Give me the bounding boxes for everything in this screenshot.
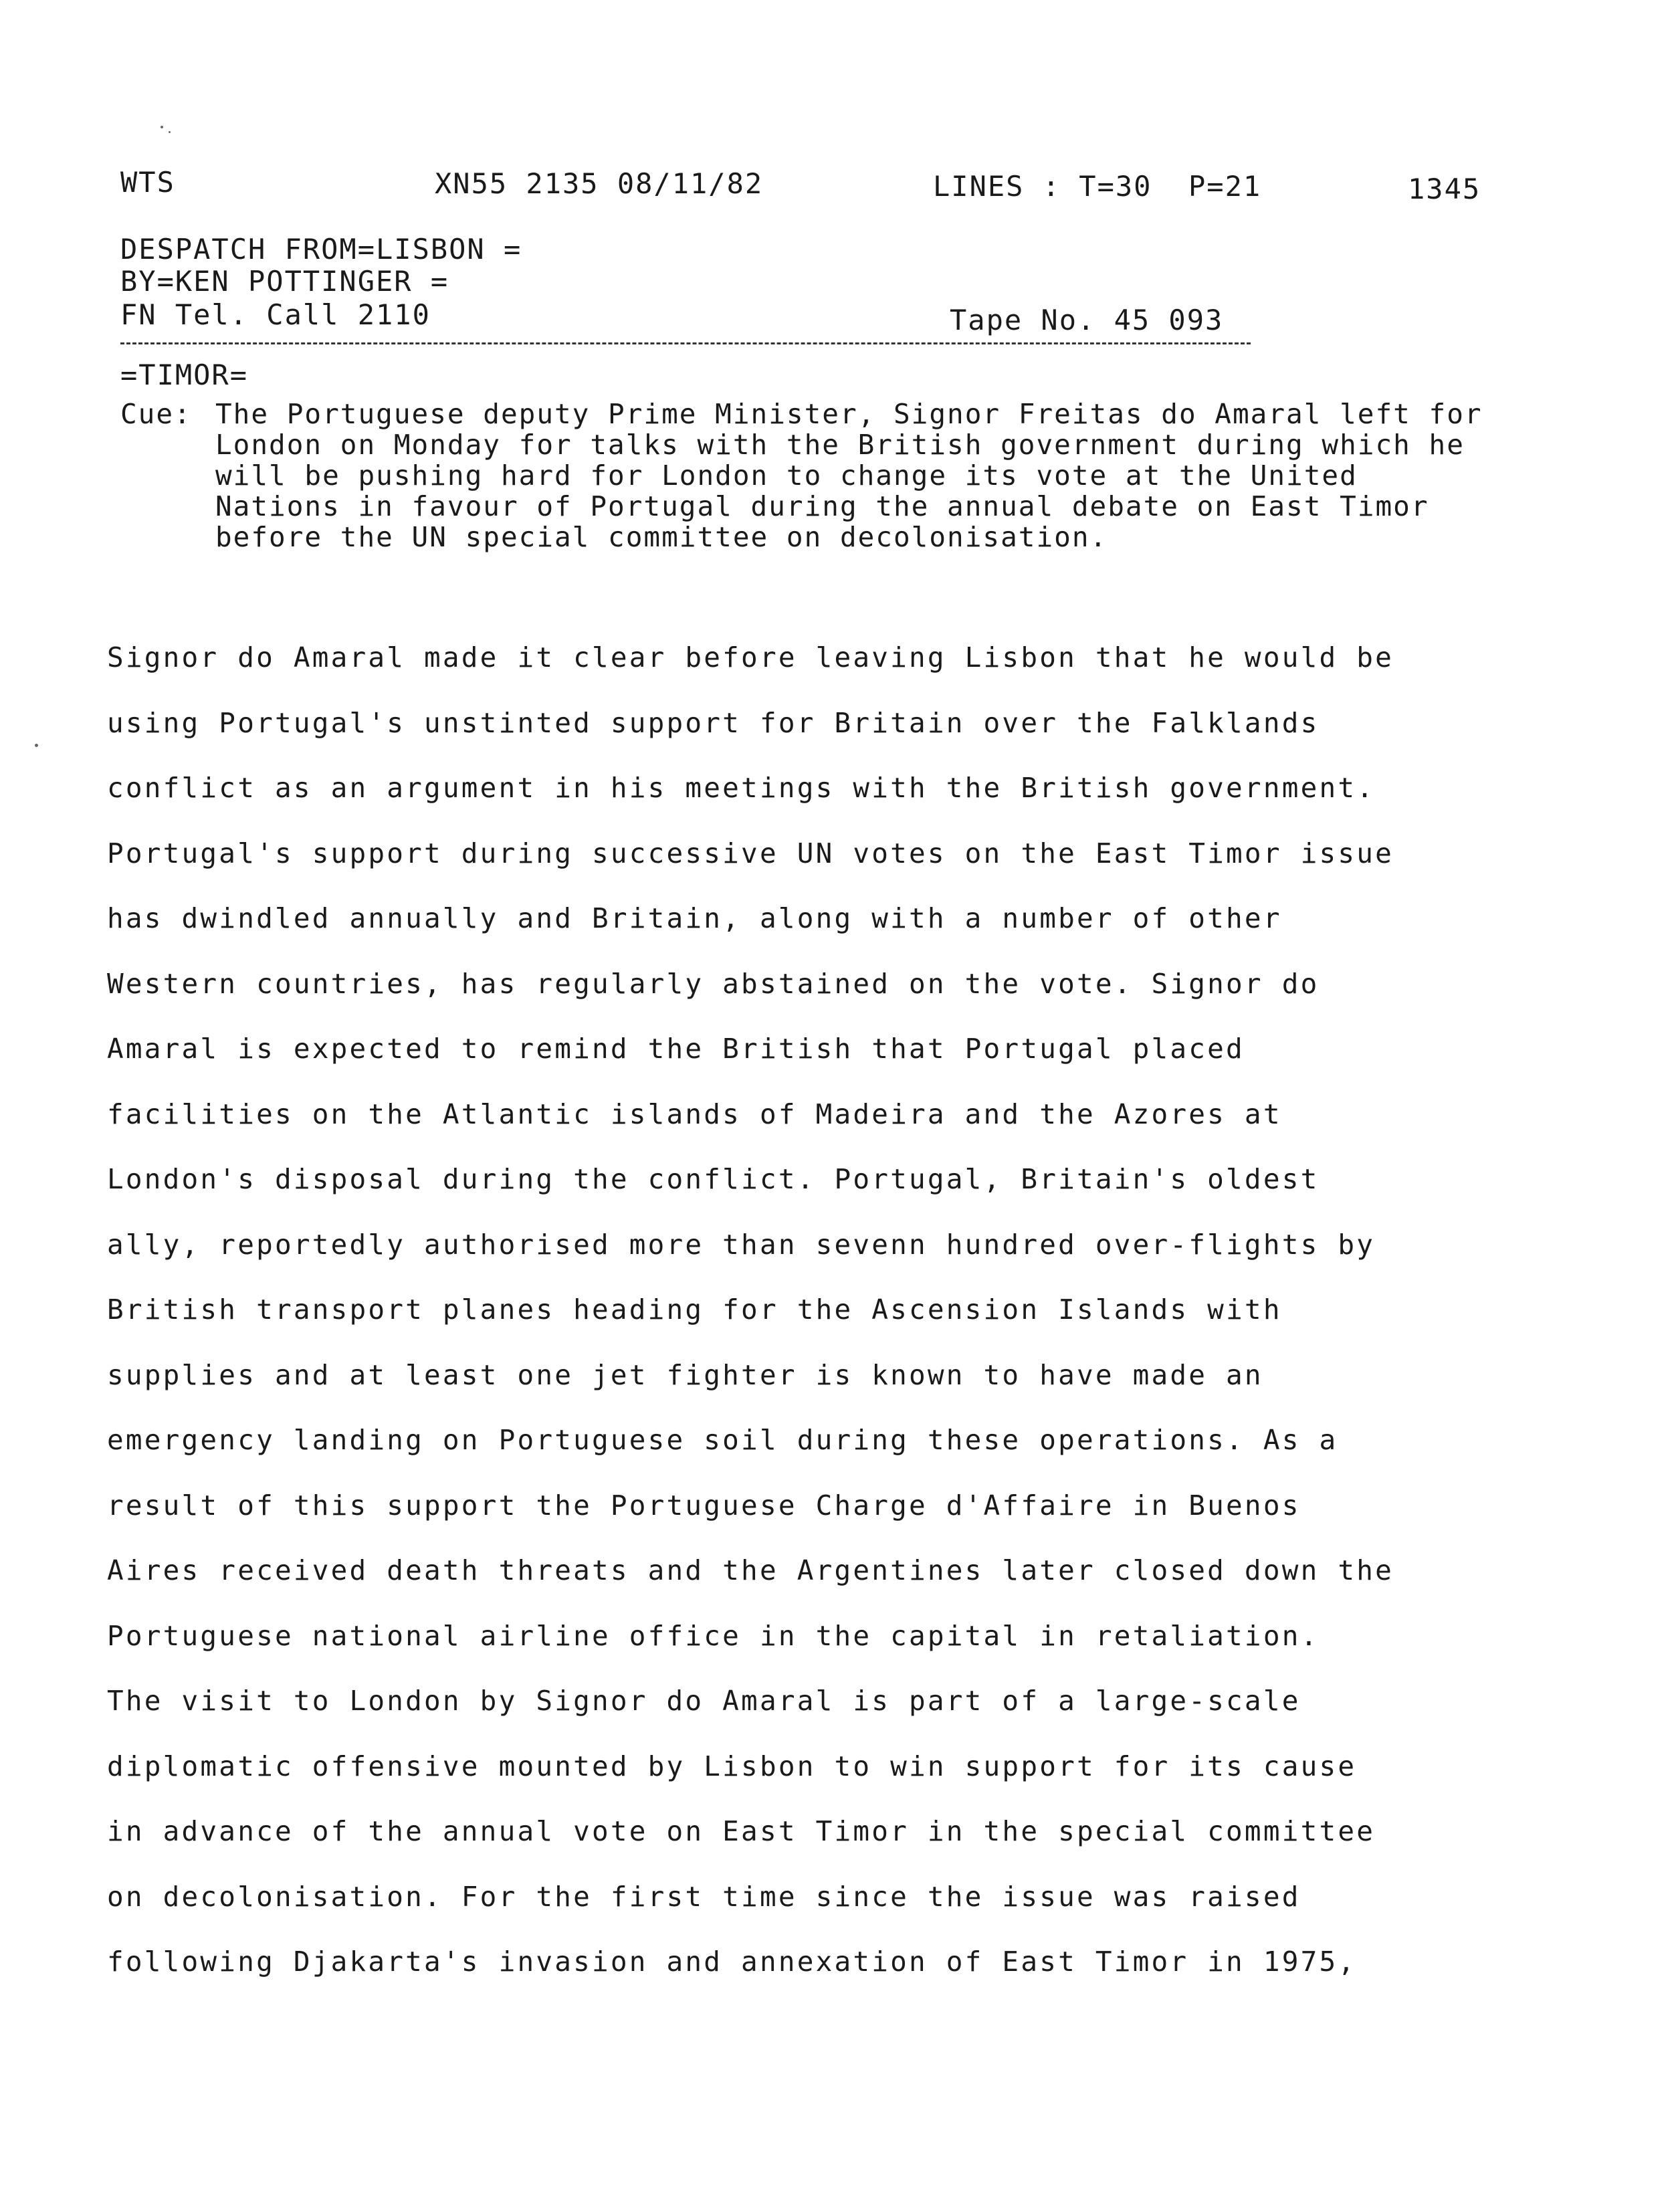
body-line: Portugal's support during successive UN votes on the East Timor issue [107,837,1394,869]
body-line: using Portugal's unstinted support for Britain over the Falklands [107,706,1320,739]
body-line: British transport planes heading for the Ascension Islands with [107,1293,1282,1326]
cue-block [120,399,1485,552]
body-line: following Djakarta's invasion and annexation of East Timor in 1975, [107,1946,1357,1978]
cue-text: The Portuguese deputy Prime Minister, Signor Freitas do Amaral left for London on Monday for talks with the British government during which he will be pushing hard for London to change its vote at the United Nations in favour of Portugal during the annual debate on East Timor before the UN special committee on decolonisation. [215,398,1483,553]
story-body [107,625,1498,1995]
body-line: diplomatic offensive mounted by Lisbon to win support for its cause [107,1750,1357,1782]
body-line: Signor do Amaral made it clear before leaving Lisbon that he would be [107,641,1394,673]
tape-number: Tape No. 45 093 [950,304,1224,336]
scan-speck [35,744,38,747]
scan-speck [161,126,163,128]
body-line: on decolonisation. For the first time since the issue was raised [107,1880,1301,1913]
body-line: Western countries, has regularly abstained on the vote. Signor do [107,967,1320,1000]
body-line: in advance of the annual vote on East Timor in the special committee [107,1815,1376,1847]
body-line: London's disposal during the conflict. Portugal, Britain's oldest [107,1163,1320,1195]
body-line: conflict as an argument in his meetings with the British government. [107,772,1376,804]
body-line: Portuguese national airline office in the capital in retaliation. [107,1619,1320,1652]
body-line: result of this support the Portuguese Charge d'Affaire in Buenos [107,1489,1301,1522]
cue-label: Cue: [120,398,192,430]
body-line: facilities on the Atlantic islands of Madeira and the Azores at [107,1098,1282,1130]
body-line: The visit to London by Signor do Amaral is part of a large-scale [107,1685,1301,1717]
wire-source: WTS [120,166,175,199]
body-line: emergency landing on Portuguese soil during these operations. As a [107,1424,1338,1456]
wire-number: 1345 [1408,173,1481,205]
body-line: has dwindled annually and Britain, along with a number of other [107,902,1282,934]
wire-lines-count: LINES : T=30 P=21 [933,170,1262,203]
body-line: Amaral is expected to remind the British that Portugal placed [107,1033,1245,1065]
tel-call: FN Tel. Call 2110 [120,298,431,331]
wire-slug: XN55 2135 08/11/82 [435,167,764,200]
body-line: ally, reportedly authorised more than sevenn hundred over-flights by [107,1228,1376,1261]
body-line: supplies and at least one jet fighter is known to have made an [107,1358,1263,1391]
separator-rule [120,342,1251,344]
body-line: Aires received death threats and the Argentines later closed down the [107,1554,1394,1586]
despatch-from: DESPATCH FROM=LISBON = [120,233,522,266]
scan-speck [169,131,171,133]
topic-heading: =TIMOR= [120,358,249,391]
byline: BY=KEN POTTINGER = [120,265,449,298]
